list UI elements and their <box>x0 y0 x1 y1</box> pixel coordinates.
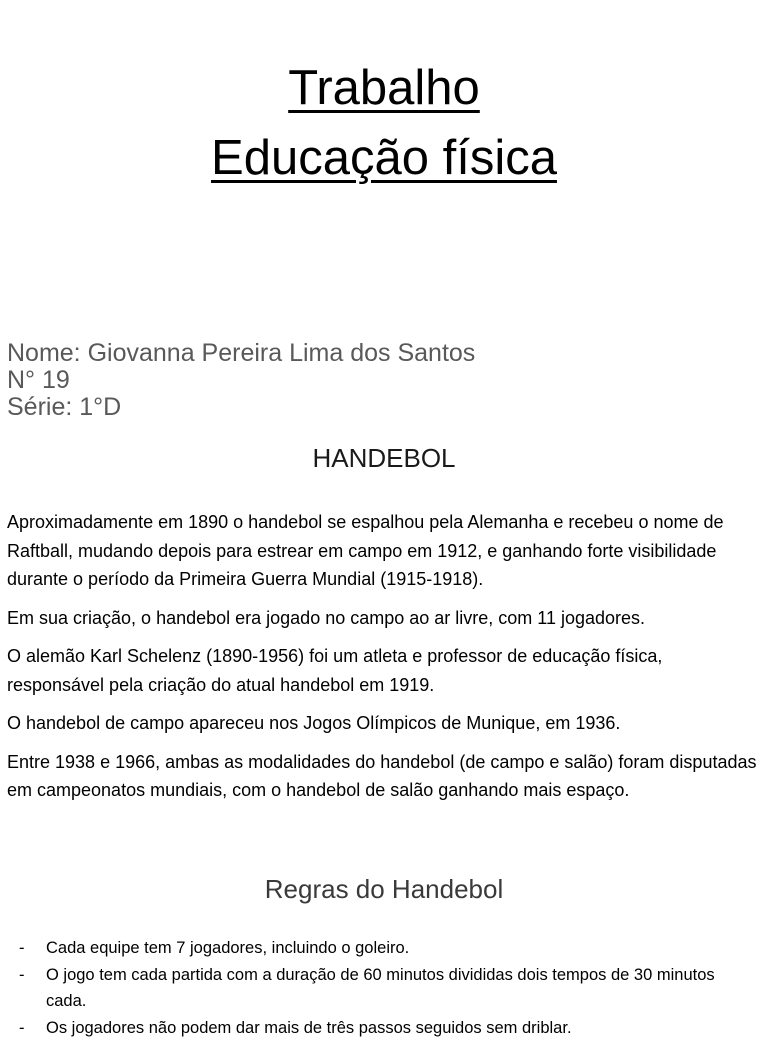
document-title-line-1: Trabalho <box>0 64 768 113</box>
rule-text: Cada equipe tem 7 jogadores, incluindo o goleiro. <box>46 939 409 957</box>
paragraph: Aproximadamente em 1890 o handebol se espalhou pela Alemanha e recebeu o nome de Raftball, mudando depois para estrear em campo em 1912, e ganhando forte visibilidade durante o período da Primeira Guerra Mundial (1915-1918). <box>7 508 763 594</box>
list-item <box>0 935 768 962</box>
document-title-line-2: Educação física <box>0 134 768 183</box>
student-grade: Série: 1°D <box>7 394 475 421</box>
student-number: N° 19 <box>7 367 475 394</box>
list-item <box>0 1015 768 1041</box>
section-heading-handebol: HANDEBOL <box>0 445 768 471</box>
rule-text: O jogo tem cada partida com a duração de 60 minutos divididas dois tempos de 30 minutos cada. <box>46 966 715 1011</box>
bullet-dash: - <box>19 962 25 989</box>
paragraph: O handebol de campo apareceu nos Jogos Olímpicos de Munique, em 1936. <box>7 709 763 738</box>
student-name: Nome: Giovanna Pereira Lima dos Santos <box>7 340 475 367</box>
section-heading-regras: Regras do Handebol <box>0 876 768 902</box>
student-info <box>7 340 475 421</box>
rules-list <box>0 935 768 1041</box>
rule-text: Os jogadores não podem dar mais de três passos seguidos sem driblar. <box>46 1019 572 1037</box>
paragraph: Entre 1938 e 1966, ambas as modalidades do handebol (de campo e salão) foram disputadas em campeonatos mundiais, com o handebol de salão ganhando mais espaço. <box>7 748 763 805</box>
paragraph: O alemão Karl Schelenz (1890-1956) foi um atleta e professor de educação física, responsável pela criação do atual handebol em 1919. <box>7 642 763 699</box>
list-item <box>0 962 768 1015</box>
paragraph: Em sua criação, o handebol era jogado no campo ao ar livre, com 11 jogadores. <box>7 604 763 633</box>
bullet-dash: - <box>19 935 25 962</box>
bullet-dash: - <box>19 1015 25 1041</box>
handebol-history-text <box>7 508 763 815</box>
